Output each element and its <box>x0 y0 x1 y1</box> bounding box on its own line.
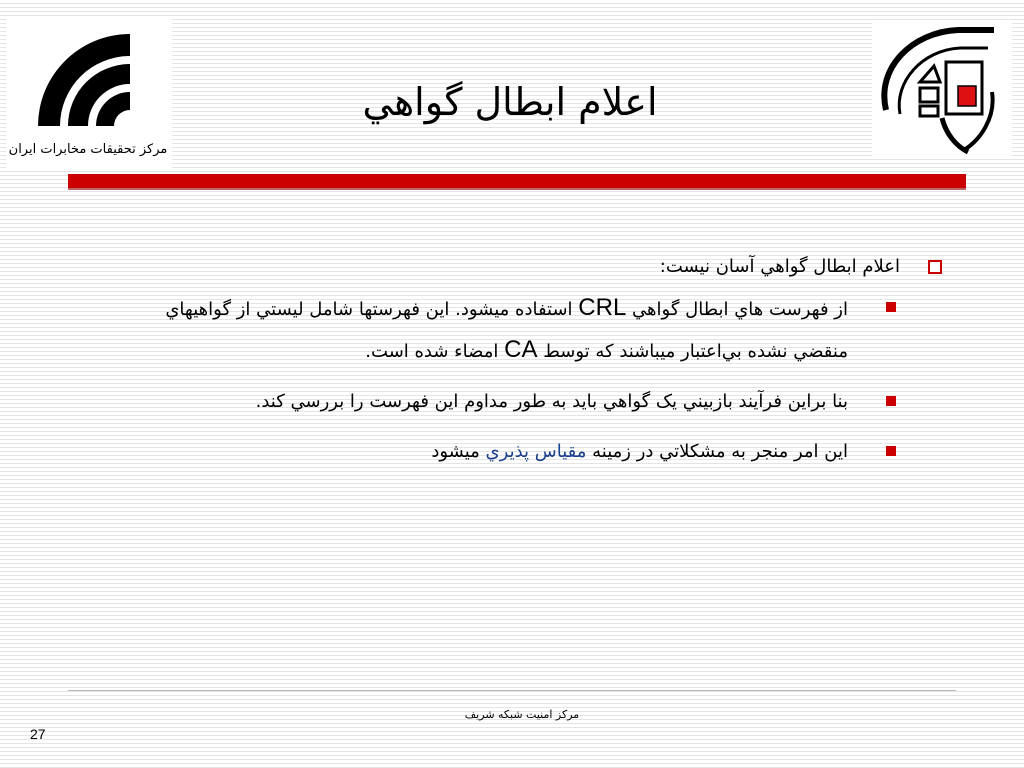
bullet-scalability-text-1: اين امر منجر به مشکلاتي در زمينه <box>592 441 848 462</box>
bullet-scalability <box>140 432 962 472</box>
bullet-level1 <box>140 250 962 284</box>
bullet-crl <box>140 288 962 372</box>
left-logo <box>6 18 172 168</box>
bullet-crl-text-2: استفاده ميشود. اين فهرستها شامل ليستي از گواهيهاي منقضي نشده بي‌اعتبار ميباشند که توسط <box>165 299 848 362</box>
filled-square-bullet-icon <box>886 302 896 312</box>
slide-content <box>140 250 962 482</box>
footer-text: مرکز امنيت شبکه شريف <box>464 708 580 721</box>
bullet-scalability-text-2: ميشود <box>431 441 480 462</box>
ca-term: CA <box>504 336 538 363</box>
filled-square-bullet-icon <box>886 446 896 456</box>
bullet-crl-text-3: امضاء شده است. <box>365 341 499 362</box>
filled-square-bullet-icon <box>886 396 896 406</box>
slide-title: اعلام ابطال گواهي <box>362 80 658 124</box>
title-divider-shadow <box>68 188 966 190</box>
scalability-term: مقياس پذيري <box>485 441 587 462</box>
signal-waves-icon <box>20 26 150 138</box>
bullet-review <box>140 382 962 422</box>
left-logo-caption: مرکز تحقیقات مخابرات ایران <box>8 142 168 157</box>
footer-divider <box>68 690 956 691</box>
hollow-square-bullet-icon <box>928 260 942 274</box>
crl-term: CRL <box>578 294 627 321</box>
title-divider <box>68 174 966 188</box>
bullet-crl-text-1: از فهرست هاي ابطال گواهي <box>632 299 848 320</box>
bullet-review-text: بنا براين فرآيند بازبيني يک گواهي بايد به طور مداوم اين فهرست را بررسي کند. <box>255 391 848 412</box>
page-number: 27 <box>30 726 46 742</box>
right-logo <box>872 22 1012 158</box>
sharif-network-security-logo <box>872 22 1012 158</box>
bullet-level1-text: اعلام ابطال گواهي آسان نيست: <box>659 256 900 277</box>
